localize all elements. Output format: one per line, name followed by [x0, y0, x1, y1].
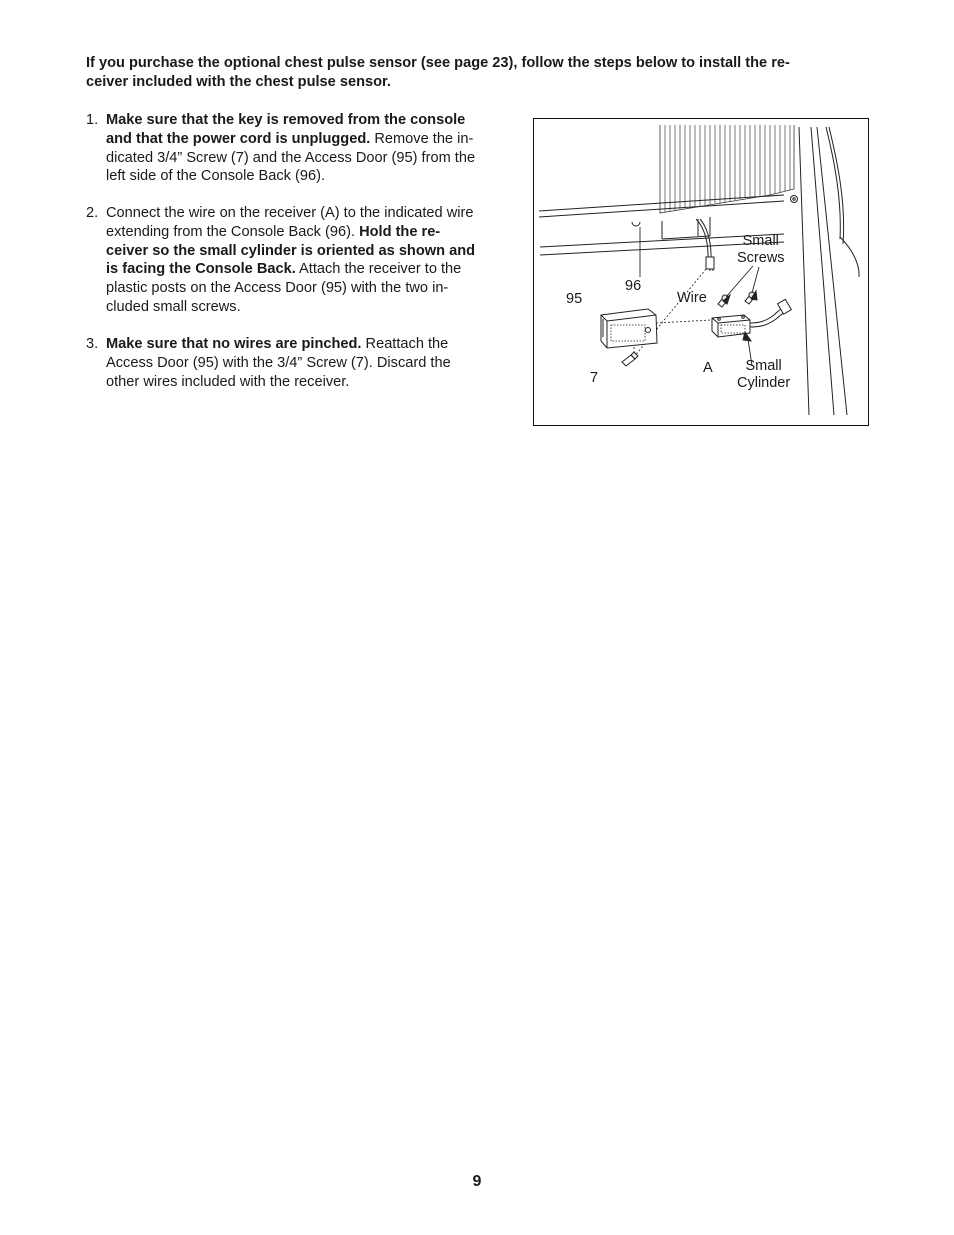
- step-line: dicated 3/4” Screw (7) and the Access Door (95) from the: [106, 149, 476, 166]
- label-part-a: A: [703, 360, 713, 376]
- step-number: 1.: [86, 112, 99, 128]
- step-line: is facing the Console Back. Attach the receiver to the: [106, 261, 462, 278]
- step-2: [86, 204, 475, 317]
- step-number: 3.: [86, 336, 99, 352]
- console-wire: [696, 219, 714, 271]
- step-line: Access Door (95) with the 3/4” Screw (7). Discard the: [106, 354, 451, 371]
- label-part-95: 95: [566, 291, 583, 307]
- leader-small-screw-2: [752, 267, 759, 293]
- step-line: Connect the wire on the receiver (A) to the indicated wire: [106, 205, 474, 221]
- screw-7-icon: [622, 352, 638, 366]
- intro-line: If you purchase the optional chest pulse sensor (see page 23), follow the steps below to install the re-: [86, 55, 790, 71]
- receiver-installation-figure: [533, 118, 869, 426]
- step-line: left side of the Console Back (96).: [106, 168, 326, 185]
- step-line: extending from the Console Back (96). Hold the re-: [106, 223, 441, 240]
- step-line: other wires included with the receiver.: [106, 373, 350, 390]
- label-wire: Wire: [677, 290, 707, 306]
- step-number: 2.: [86, 205, 99, 221]
- access-door-95: [601, 309, 657, 348]
- step-line: plastic posts on the Access Door (95) with the two in-: [106, 280, 449, 297]
- step-line: and that the power cord is unplugged. Remove the in-: [106, 130, 474, 147]
- label-part-7: 7: [590, 370, 599, 386]
- page-number: 9: [472, 1173, 482, 1190]
- label-part-96: 96: [625, 278, 642, 294]
- leader-small-screw-1: [726, 266, 753, 297]
- intro-line: ceiver included with the chest pulse sensor.: [86, 74, 391, 90]
- step-line: cluded small screws.: [106, 298, 241, 315]
- step-line: ceiver so the small cylinder is oriented as shown and: [106, 242, 476, 259]
- intro-paragraph: [86, 54, 856, 92]
- step-line: Make sure that the key is removed from the console: [106, 112, 466, 128]
- console-bolt-icon: [791, 196, 798, 203]
- door-alignment-line: [656, 320, 712, 323]
- step-1: [86, 111, 475, 186]
- console-illustration: [534, 119, 868, 425]
- console-post: [632, 222, 640, 226]
- console-grille: [660, 125, 794, 213]
- step-3: [86, 335, 451, 391]
- label-small-screws: Small Screws: [737, 233, 785, 266]
- step-line: Make sure that no wires are pinched. Reattach the: [106, 336, 449, 352]
- label-small-cylinder: Small Cylinder: [737, 358, 791, 391]
